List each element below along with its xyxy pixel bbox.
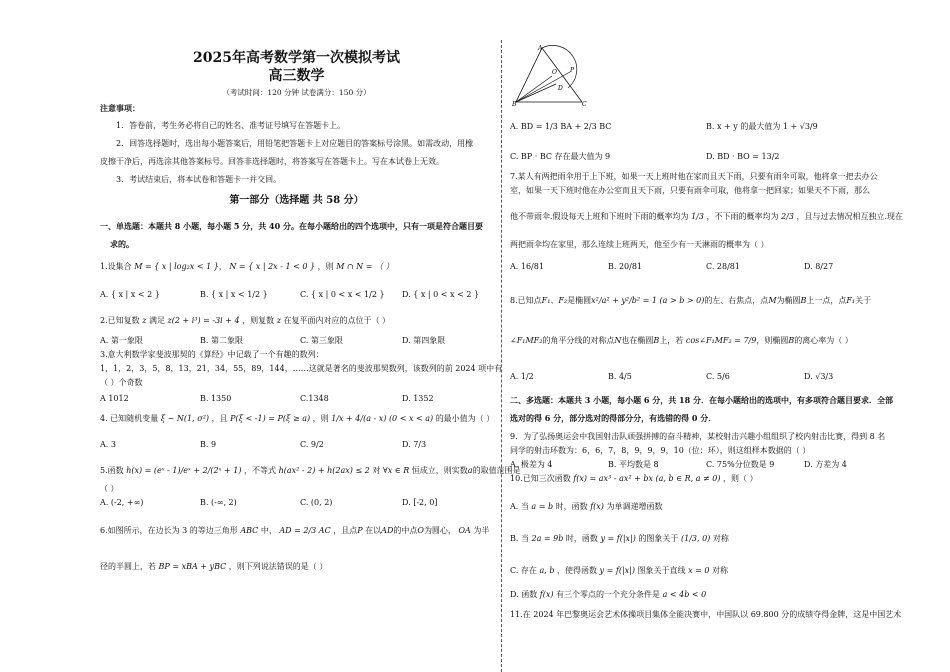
- label-c: C: [582, 101, 587, 106]
- q2-stem: [100, 316, 390, 326]
- q6-option-b: B. x + y 的最大值为 1 + √3/9: [706, 122, 818, 131]
- q6-abc: ABC: [240, 526, 259, 535]
- column-divider: [501, 40, 502, 672]
- q5-ineq: h(ax² - 2) + h(2ax) ≤ 2: [278, 466, 370, 475]
- q6-option-c: C. BP · BC 存在最大值为 9: [510, 152, 611, 161]
- notice-item-2: 2．回答选择题时，选出每小题答案后，用铅笔把答题卡上对应题目的答案标号涂黑。如需改动，用橡: [116, 139, 474, 148]
- q4-option-d: D. 7/3: [402, 440, 427, 449]
- q8-line2-b: 也在椭圆: [621, 336, 654, 345]
- q9-line1: 9．为了弘扬奥运会中我国射击队顽强拼搏的奋斗精神，某校射击兴趣小组组织了校内射击比赛，得到 8 名: [510, 432, 886, 441]
- q1-option-c: C. { x | 0 < x < 1/2 }: [300, 290, 385, 299]
- label-a: A: [538, 45, 543, 52]
- label-b: B: [512, 101, 517, 106]
- q4-stem-d: 的最小值为（ ）: [435, 414, 495, 423]
- exam-info: （考试时间：120 分钟 试卷满分：150 分）: [222, 88, 371, 97]
- q7-line2: 室，如果一天下班时他在办公室而且天下雨，只要有雨伞可取，他将拿一把回家；如果天不下雨，那么: [510, 186, 870, 195]
- q3-line2: 1，1，2，3，5，8，13，21，34，55，89，144，……这就是著名的斐波那契数列，该数列的前 2024 项中有: [100, 364, 503, 373]
- q7-line3-a: 他不带雨伞.假设每天上班和下班时下雨的概率均为: [510, 212, 689, 221]
- q2-option-d: D. 第四象限: [402, 336, 446, 345]
- q11-line1: 11.在 2024 年巴黎奥运会艺术体操项目集体全能决赛中，中国队以 69.800 分的成绩夺得金牌，这是中国艺术: [510, 610, 902, 619]
- q6-line1-d: ，且点: [333, 526, 358, 535]
- q6-line2: [100, 562, 327, 572]
- q5-forall: ∀x ∈ R: [382, 466, 410, 475]
- q4-stem-b: ，且: [211, 414, 228, 423]
- q10-opt-a-3: 为单调递增函数: [606, 502, 663, 511]
- right-column: [510, 0, 910, 672]
- q8-ellipse-eq: x²/a² + y²/b² = 1 (a > b > 0): [591, 296, 705, 305]
- q9-line2: 同学的射击环数为：6，6，7，8，9，9，9，10（位：环），则这组样本数据的（ ）: [510, 446, 811, 455]
- q5-stem: 5.函数 h(x) = (eˣ - 1)/eˣ + 2/(2ˣ + 1) ，不等式 h(ax² - 2) + h(2ax) ≤ 2 对 ∀x ∈ R 恒成立，则实数a的取值范围是: [100, 466, 521, 475]
- q8-point-n: N: [614, 336, 622, 345]
- q1-option-a: A. { x | x < 2 }: [100, 290, 160, 299]
- q4-option-a: A. 3: [100, 440, 116, 449]
- q1-set-m: M = { x | log₂x < 1 }: [134, 262, 219, 271]
- label-o: O: [552, 69, 557, 76]
- q2-stem-b: 满足: [148, 316, 165, 325]
- q10-stem-a: 10.已知三次函数: [510, 474, 571, 483]
- q7-line4: 两把雨伞均在家里，那么连续上班两天，他至少有一天淋雨的概率为（ ）: [510, 240, 769, 249]
- q2-stem-c: ，则复数: [242, 316, 275, 325]
- q5-stem-b: ，不等式: [244, 466, 277, 475]
- q1-expr: M ∩ N = （ ）: [336, 262, 394, 271]
- q8-angle: ∠F₁MF₂: [510, 336, 543, 345]
- section1-instructions: 一、单选题：本题共 8 小题，每小题 5 分，共 40 分。在每小题给出的四个选项中，只有一项是符合题目要: [100, 221, 483, 231]
- exam-title: 2025年高考数学第一次模拟考试: [193, 50, 400, 66]
- q9-option-a: A. 极差为 4: [510, 460, 553, 469]
- q10-opt-a-2: 时，函数: [555, 502, 588, 511]
- q2-option-a: A. 第一象限: [100, 336, 143, 345]
- q5-stem-c: 对: [372, 466, 381, 475]
- q10-option-d: [510, 590, 706, 600]
- q7-prob-norain: 2/3: [781, 212, 794, 221]
- q10-fn: f(x) = ax³ - ax² + bx (a, b ∈ R, a ≠ 0): [573, 474, 721, 483]
- q9-option-b: B. 平均数是 8: [608, 460, 659, 469]
- q10-opt-d-2: 有三个零点的一个充分条件是: [556, 590, 661, 599]
- q8-line1: [510, 296, 871, 306]
- q5-option-b: B. (-∞, 2): [200, 498, 237, 507]
- q4-fn-range: (0 < x < a): [388, 414, 434, 423]
- q10-opt-c-3: 图象关于直线: [637, 566, 686, 575]
- q7-option-d: D. 8/27: [804, 262, 834, 271]
- q8-line1-b: 是椭圆: [567, 296, 592, 305]
- part1-title: 第一部分（选择题 共 58 分）: [229, 195, 364, 206]
- q10-option-a: [510, 502, 662, 512]
- q8-line1-d: 为椭圆: [776, 296, 801, 305]
- notice-item-3: 3．考试结束后，将本试卷和答题卡一并交回。: [116, 175, 282, 184]
- q8-foci: F₁、F₂: [541, 296, 568, 305]
- q5-stem-d: 恒成立，则实数: [411, 466, 468, 475]
- q8-line1-g: 关于: [855, 296, 872, 305]
- q8-line2-c: 上，若: [659, 336, 684, 345]
- q6-line1-f: 的中点: [393, 526, 418, 535]
- q6-line1-c: 中，: [260, 526, 277, 535]
- q8-cos: cos∠F₁MF₂ = 7/9: [685, 336, 757, 345]
- q8-line2: [510, 336, 853, 346]
- q6-line1-h: 为半: [473, 526, 490, 535]
- q4-option-b: B. 9: [200, 440, 217, 449]
- q8-line2-a: 的角平分线的对称点: [542, 336, 615, 345]
- q6-line1-a: 6.如图所示，在边长为 3 的等边三角形: [100, 526, 238, 535]
- q10-opt-b-3: 的图象关于: [638, 534, 679, 543]
- q10-opt-a-1: A. 当: [510, 502, 529, 511]
- q7-line1: 7.某人有两把雨伞用于上下班，如果一天上班时他在家而且天下雨，只要有雨伞可取，他将拿一把去办公: [510, 172, 878, 181]
- q2-option-c: C. 第三象限: [300, 336, 343, 345]
- q10-opt-b-pt: (1/3, 0): [680, 534, 711, 543]
- q10-opt-b-4: 对称: [712, 534, 729, 543]
- q1-stem: 1.设集合 M = { x | log₂x < 1 }， N = { x | 2x - 1 < 0 } ，则 M ∩ N = （ ）: [100, 262, 394, 271]
- q10-opt-c-line: x = 0: [688, 566, 710, 575]
- q2-z: z: [142, 316, 147, 325]
- q3-option-b: B. 1350: [200, 394, 232, 403]
- q8-option-c: C. 5/6: [706, 372, 730, 381]
- q8-f1: F₁: [846, 296, 856, 305]
- q2-z-2: z: [276, 316, 281, 325]
- q8-option-b: B. 4/5: [608, 372, 632, 381]
- section2-instructions-cont: 选对的得 6 分，部分选对的得部分分，有选错的得 0 分．: [510, 413, 717, 423]
- q1-set-n: N = { x | 2x - 1 < 0 }: [229, 262, 316, 271]
- notice-item-1: 1．答卷前，考生务必将自己的姓名、准考证号填写在答题卡上。: [116, 121, 346, 130]
- q8-point-m: M: [768, 296, 777, 305]
- q10-opt-b-1: B. 当: [510, 534, 529, 543]
- q7-line3: [510, 212, 903, 222]
- q5-option-d: D. [-2, 0]: [402, 498, 438, 507]
- q8-option-d: D. √3/3: [804, 372, 834, 381]
- q10-option-b: [510, 534, 729, 544]
- q4-dist: ξ ~ N(1, σ²): [160, 414, 210, 423]
- q8-line1-c: 的左、右焦点，点: [704, 296, 769, 305]
- label-d: D: [558, 85, 563, 92]
- q10-opt-b-2: 时，函数: [565, 534, 598, 543]
- q7-line3-b: ，不下雨的概率均为: [706, 212, 779, 221]
- q10-opt-d-fx: f(x): [539, 590, 554, 599]
- q1-option-b: B. { x | x < 1/2 }: [200, 290, 268, 299]
- q6-bp: BP = xBA + yBC: [158, 562, 227, 571]
- q10-opt-c-2: ，使得函数: [557, 566, 597, 575]
- q10-stem: [510, 474, 758, 484]
- q6-oa: OA: [458, 526, 471, 535]
- q3-option-a: A 1012: [100, 394, 129, 403]
- q7-prob-rain: 1/3: [691, 212, 704, 221]
- q4-stem-a: 4. 已知随机变量: [100, 414, 159, 423]
- section1-instructions-cont: 求的。: [110, 239, 134, 249]
- q4-option-c: C. 9/2: [300, 440, 324, 449]
- q5-tail: （ ）: [100, 484, 119, 493]
- q2-option-b: B. 第二象限: [200, 336, 243, 345]
- q8-line2-e: 的离心率为（ ）: [794, 336, 853, 345]
- q7-option-b: B. 20/81: [608, 262, 643, 271]
- q4-fn: 1/x + 4/(a - x): [331, 414, 387, 423]
- q2-stem-d: 在复平面内对应的点位于（ ）: [283, 316, 391, 325]
- q4-stem-c: ，则: [312, 414, 329, 423]
- q9-option-d: D. 方差为 4: [804, 460, 847, 469]
- q3-line3: （ ）个奇数: [100, 378, 143, 387]
- q10-opt-b-fx: y = f(|x|): [600, 534, 636, 543]
- q10-opt-c-4: 对称: [712, 566, 728, 575]
- q6-option-d: D. BD · BO = 13/2: [706, 152, 780, 161]
- label-p: P: [570, 67, 575, 74]
- q6-option-a: A. BD = 1/3 BA + 2/3 BC: [510, 122, 612, 131]
- q10-opt-b-cond: 2a = 9b: [531, 534, 564, 543]
- q1-option-d: D. { x | 0 < x < 2 }: [402, 290, 480, 299]
- q7-line3-c: ，且与过去情况相互独立.现在: [796, 212, 904, 221]
- q6-figure: [512, 44, 592, 106]
- q5-option-a: A. (-2, +∞): [100, 498, 144, 507]
- q2-stem-a: 2.已知复数: [100, 316, 140, 325]
- q3-line1: 3.意大利数学家斐波那契的《算经》中记载了一个有趣的数列：: [100, 350, 324, 359]
- q8-option-a: A. 1/2: [510, 372, 534, 381]
- section2-instructions: 二、多选题：本题共 3 小题，每小题 6 分，共 18 分．在每小题给出的选项中，有多项符合题目要求．全部: [510, 395, 893, 405]
- q10-option-c: [510, 566, 728, 576]
- q8-ellipse-b-3: B: [788, 336, 795, 345]
- q1-stem-a: 1.设集合: [100, 262, 132, 271]
- q6-line1-e: 在以: [365, 526, 382, 535]
- q7-option-c: C. 28/81: [706, 262, 740, 271]
- q6-line2-b: ，则下列说法错误的是（ ）: [228, 562, 328, 571]
- segment-bo: [516, 76, 552, 102]
- q8-line2-d: ，则椭圆: [756, 336, 789, 345]
- q5-stem-a: 5.函数: [100, 466, 124, 475]
- notice-item-2-cont: 皮擦干净后，再选涂其他答案标号。回答非选择题时，将答案写在答题卡上。写在本试卷上无效。: [100, 157, 444, 166]
- q10-opt-c-1: C. 存在: [510, 566, 537, 575]
- q8-line1-a: 8.已知点: [510, 296, 542, 305]
- q3-option-d: D. 1352: [402, 394, 434, 403]
- q4-prob: P(ξ < -1) = P(ξ ≥ a): [230, 414, 311, 423]
- q5-stem-e: 的取值范围是: [472, 466, 521, 475]
- q10-opt-a-fx: f(x): [590, 502, 604, 511]
- q5-option-c: C. (0, 2): [300, 498, 333, 507]
- q10-opt-d-cond: a < 4b < 0: [662, 590, 707, 599]
- q8-ellipse-b-2: B: [653, 336, 660, 345]
- triangle-abc: [516, 48, 582, 102]
- q8-ellipse-b: B: [800, 296, 807, 305]
- exam-subtitle: 高三数学: [268, 68, 325, 84]
- q6-line1: 6.如图所示，在边长为 3 的等边三角形 ABC 中， AD = 2/3 AC ，且点P 在以AD的中点O为圆心， OA 为半: [100, 526, 490, 535]
- q10-opt-d-1: D. 函数: [510, 590, 538, 599]
- q7-option-a: A. 16/81: [510, 262, 544, 271]
- q3-option-c: C.1348: [300, 394, 329, 403]
- q10-opt-c-fx: y = f(|x|): [599, 566, 635, 575]
- q6-ad: AD = 2/3 AC: [279, 526, 331, 535]
- q1-stem-b: ，则: [317, 262, 334, 271]
- q6-line1-g: 为圆心，: [423, 526, 456, 535]
- q10-opt-a-cond: a = b: [531, 502, 554, 511]
- q5-fn: h(x) = (eˣ - 1)/eˣ + 2/(2ˣ + 1): [126, 466, 242, 475]
- segment-bd: [516, 84, 556, 102]
- notice-heading: 注意事项：: [100, 103, 140, 113]
- q6-line2-a: 径的半圆上，若: [100, 562, 156, 571]
- q9-option-c: C. 75%分位数是 9: [706, 460, 775, 469]
- q2-eq: z(2 + i³) = -3i + 4: [167, 316, 240, 325]
- q4-stem: [100, 414, 494, 424]
- q8-line1-e: 上一点，点: [806, 296, 847, 305]
- q10-opt-c-ab: a, b: [539, 566, 555, 575]
- q10-stem-b: ，则（ ）: [723, 474, 758, 483]
